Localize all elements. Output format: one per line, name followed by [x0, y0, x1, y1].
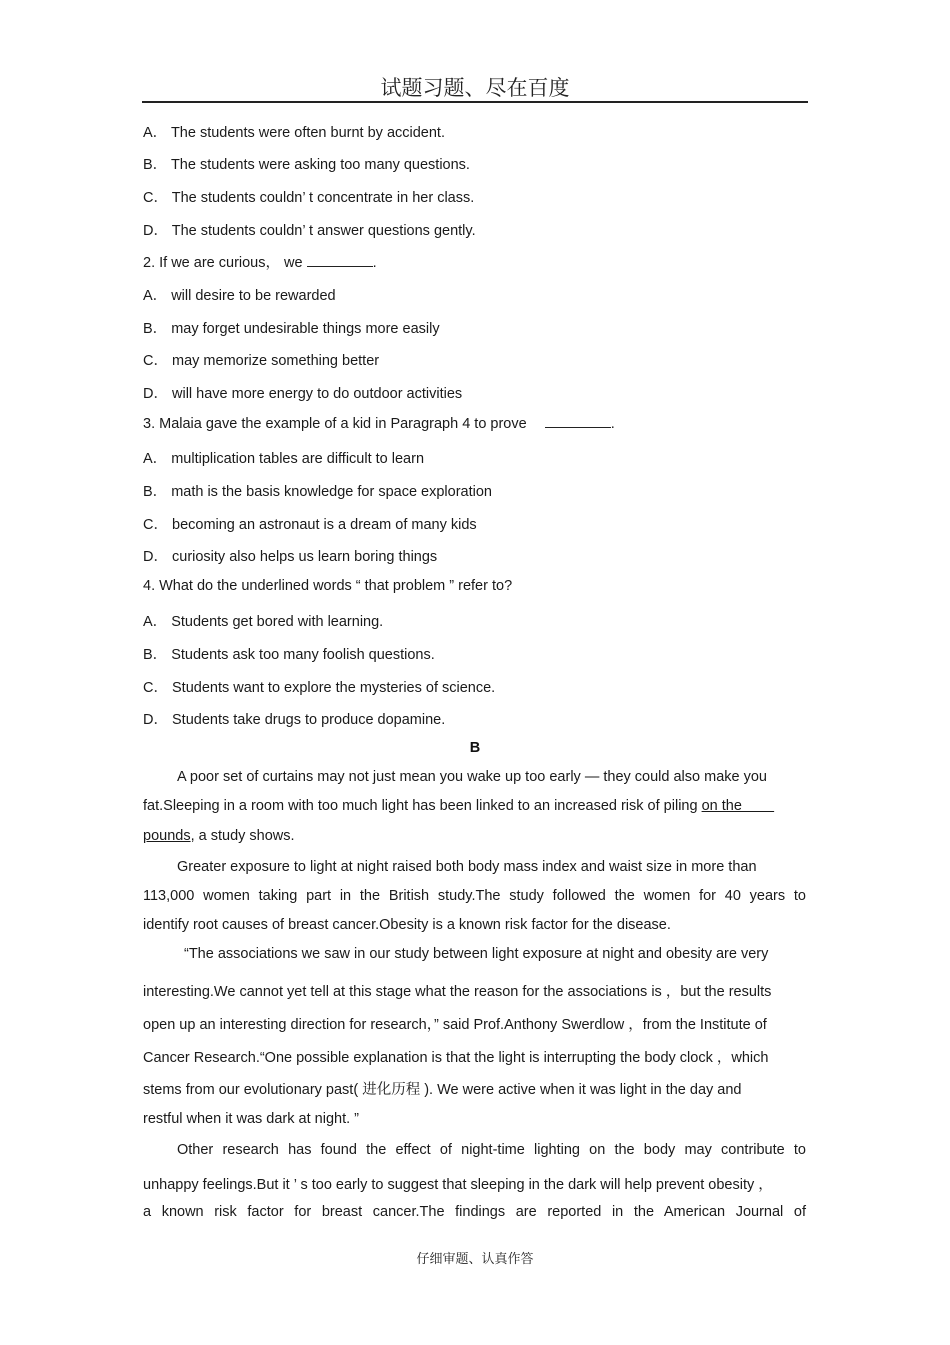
q1-option-c: C． The students couldn’ t concentrate in her class. — [143, 190, 475, 206]
passage-p4-line-3: a known risk factor for breast cancer.The findings are reported in the American Journal of — [143, 1204, 806, 1220]
q4-option-d: D． Students take drugs to produce dopamine. — [143, 712, 446, 728]
header-divider — [142, 101, 808, 103]
q3-option-d: D． curiosity also helps us learn boring things — [143, 549, 438, 565]
q3-option-b: B． math is the basis knowledge for space exploration — [143, 484, 492, 500]
q3-answer-blank — [545, 415, 611, 428]
passage-p3-line-1: “The associations we saw in our study between light exposure at night and obesity are very — [184, 946, 769, 962]
q2-option-d: D． will have more energy to do outdoor activities — [143, 386, 463, 402]
q2-stem — [143, 251, 377, 272]
q2-answer-blank — [307, 254, 373, 267]
q2-stem-end: . — [372, 255, 377, 271]
passage-p2-line-3: identify root causes of breast cancer.Obesity is a known risk factor for the disease. — [143, 917, 671, 933]
passage-p1-line-1: A poor set of curtains may not just mean you wake up too early — they could also make you — [177, 769, 767, 785]
passage-p1-line-3-text: , a study shows. — [190, 828, 295, 844]
q3-option-a: A． multiplication tables are difficult to learn — [143, 451, 425, 467]
passage-p3-line-4: Cancer Research.“One possible explanation is that the light is interrupting the body clock ，which — [143, 1050, 769, 1066]
passage-p3-line-6: restful when it was dark at night. ” — [143, 1111, 359, 1127]
q1-option-b: B． The students were asking too many questions. — [143, 157, 470, 173]
section-b-heading: B — [469, 740, 481, 756]
q3-stem-text: 3. Malaia gave the example of a kid in Paragraph 4 to prove — [143, 416, 527, 432]
q3-stem — [143, 415, 615, 432]
passage-p2-line-2: 113,000 women taking part in the British study.The study followed the women for 40 years to — [143, 888, 806, 904]
q2-option-b: B． may forget undesirable things more easily — [143, 321, 440, 337]
underlined-phrase-pounds: pounds — [143, 828, 191, 844]
passage-p3-line-2: interesting.We cannot yet tell at this stage what the reason for the associations is ，but the results — [143, 984, 772, 1000]
passage-p1-line-2 — [143, 798, 774, 814]
q2-option-a: A． will desire to be rewarded — [143, 288, 336, 304]
q1-option-d: D． The students couldn’ t answer questions gently. — [143, 223, 476, 239]
underlined-phrase-on-the: on the — [701, 798, 775, 814]
q4-option-b: B． Students ask too many foolish questions. — [143, 647, 435, 663]
passage-p1-line-2-text: fat.Sleeping in a room with too much light has been linked to an increased risk of piling — [143, 798, 698, 814]
passage-p3-line-3: open up an interesting direction for research，” said Prof.Anthony Swerdlow ，from the Institute of — [143, 1017, 767, 1033]
passage-p2-line-1: Greater exposure to light at night raised both body mass index and waist size in more than — [177, 859, 757, 875]
q4-option-c: C． Students want to explore the mysteries of science. — [143, 680, 496, 696]
passage-p3-line-5: stems from our evolutionary past( 进化历程 ). We were active when it was light in the day and — [143, 1082, 742, 1098]
q3-option-c: C． becoming an astronaut is a dream of many kids — [143, 517, 477, 533]
q4-stem: 4. What do the underlined words “ that problem ” refer to? — [143, 578, 513, 594]
passage-p4-line-1: Other research has found the effect of night-time lighting on the body may contribute to — [177, 1142, 806, 1158]
q3-stem-end: . — [610, 416, 615, 432]
q2-option-c: C． may memorize something better — [143, 353, 380, 369]
q2-stem-text: 2. If we are curious， we — [143, 255, 303, 271]
page-footer: 仔细审题、认真作答 — [416, 1252, 534, 1267]
q1-option-a: A． The students were often burnt by accident. — [143, 125, 445, 141]
passage-p1-line-3 — [143, 828, 295, 844]
page-header-title: 试题习题、尽在百度 — [380, 76, 570, 100]
q4-option-a: A． Students get bored with learning. — [143, 614, 384, 630]
passage-p4-line-2: unhappy feelings.But it ’ s too early to suggest that sleeping in the dark will help prevent obesity ， — [143, 1177, 773, 1193]
